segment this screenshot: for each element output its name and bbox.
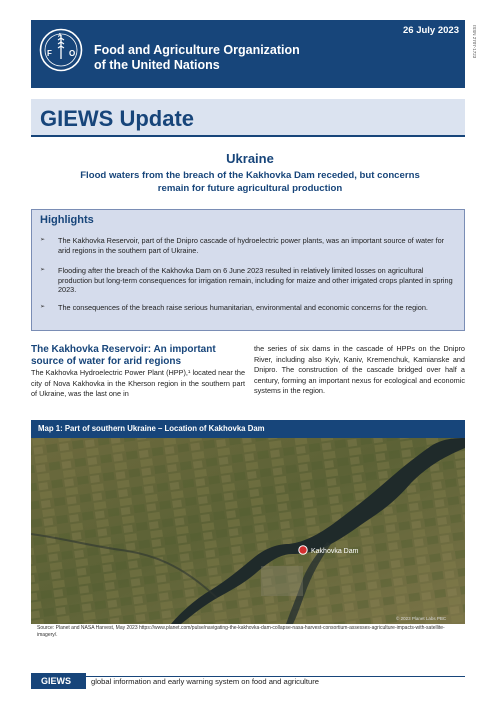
map-fields	[31, 438, 465, 624]
svg-text:A: A	[58, 33, 62, 39]
arrow-bullet-icon: ➢	[40, 304, 46, 310]
section-heading: The Kakhovka Reservoir: An important source of water for arid regions	[31, 344, 216, 367]
body-column-right: the series of six dams in the cascade of HPPs on the Dnipro River, including also Kyiv, Kaniv, Kremenchuk, Kamianske and Dnipro. The construction of the cascade bridged over half a century, forming an important nexus for ecological and economic systems in the region.	[254, 344, 465, 396]
organization-name	[94, 43, 314, 73]
report-subtitle	[40, 169, 460, 195]
satellite-map	[31, 438, 465, 624]
fao-logo-icon	[39, 28, 83, 72]
highlight-item: ➢ The consequences of the breach raise serious humanitarian, environmental and economic concerns for the region.	[40, 303, 428, 312]
dam-marker-icon	[299, 546, 307, 554]
svg-text:O: O	[69, 49, 76, 58]
map-watermark: © 2023 Planet Labs PBC	[396, 616, 447, 621]
map-source: Source: Planet and NASA Harvest, May 2023 https://www.planet.com/pulse/navigating-the-kakhovka-dam-collapse-nasa-harvest-consortium-assesses-agriculture-impacts-with-satellite-imagery/.	[37, 625, 445, 638]
country-title: Ukraine	[226, 151, 274, 166]
subtitle-line-2: remain for future agricultural production	[157, 183, 343, 194]
arrow-bullet-icon: ➢	[40, 267, 46, 273]
body-column-left: The Kakhovka Hydroelectric Power Plant (HPP),¹ located near the city of Nova Kakhovka in the Kherson region in the southern part of Ukraine, was the last one in	[31, 368, 245, 399]
org-line-2: of the United Nations	[94, 58, 220, 72]
publication-date: 26 July 2023	[403, 25, 459, 36]
footer-giews-label: GIEWS	[41, 676, 72, 686]
dam-marker-label: Kakhovka Dam	[311, 548, 359, 555]
issn-label: ISSN 2707-1723	[472, 25, 477, 59]
giews-update-title: GIEWS Update	[40, 106, 195, 131]
map-title: Map 1: Part of southern Ukraine – Location of Kakhovka Dam	[38, 424, 265, 433]
map-town	[261, 566, 303, 596]
highlights-title: Highlights	[40, 214, 94, 226]
highlight-item: ➢ The Kakhovka Reservoir, part of the Dnipro cascade of hydroelectric power plants, was an important source of water for arid regions in the southern part of Ukraine.	[40, 236, 445, 255]
subtitle-line-1: Flood waters from the breach of the Kakhovka Dam receded, but concerns	[80, 170, 420, 181]
footer-tagline: global information and early warning system on food and agriculture	[91, 677, 319, 686]
org-line-1: Food and Agriculture Organization	[94, 43, 300, 57]
arrow-bullet-icon: ➢	[40, 237, 46, 243]
highlight-item: ➢ Flooding after the breach of the Kakhovka Dam on 6 June 2023 resulted in relatively limited losses on agricultural production but long-term consequences for irrigation remain, including for maize and other irrigated crops planted in spring 2023.	[40, 266, 453, 295]
svg-text:F: F	[47, 49, 52, 58]
